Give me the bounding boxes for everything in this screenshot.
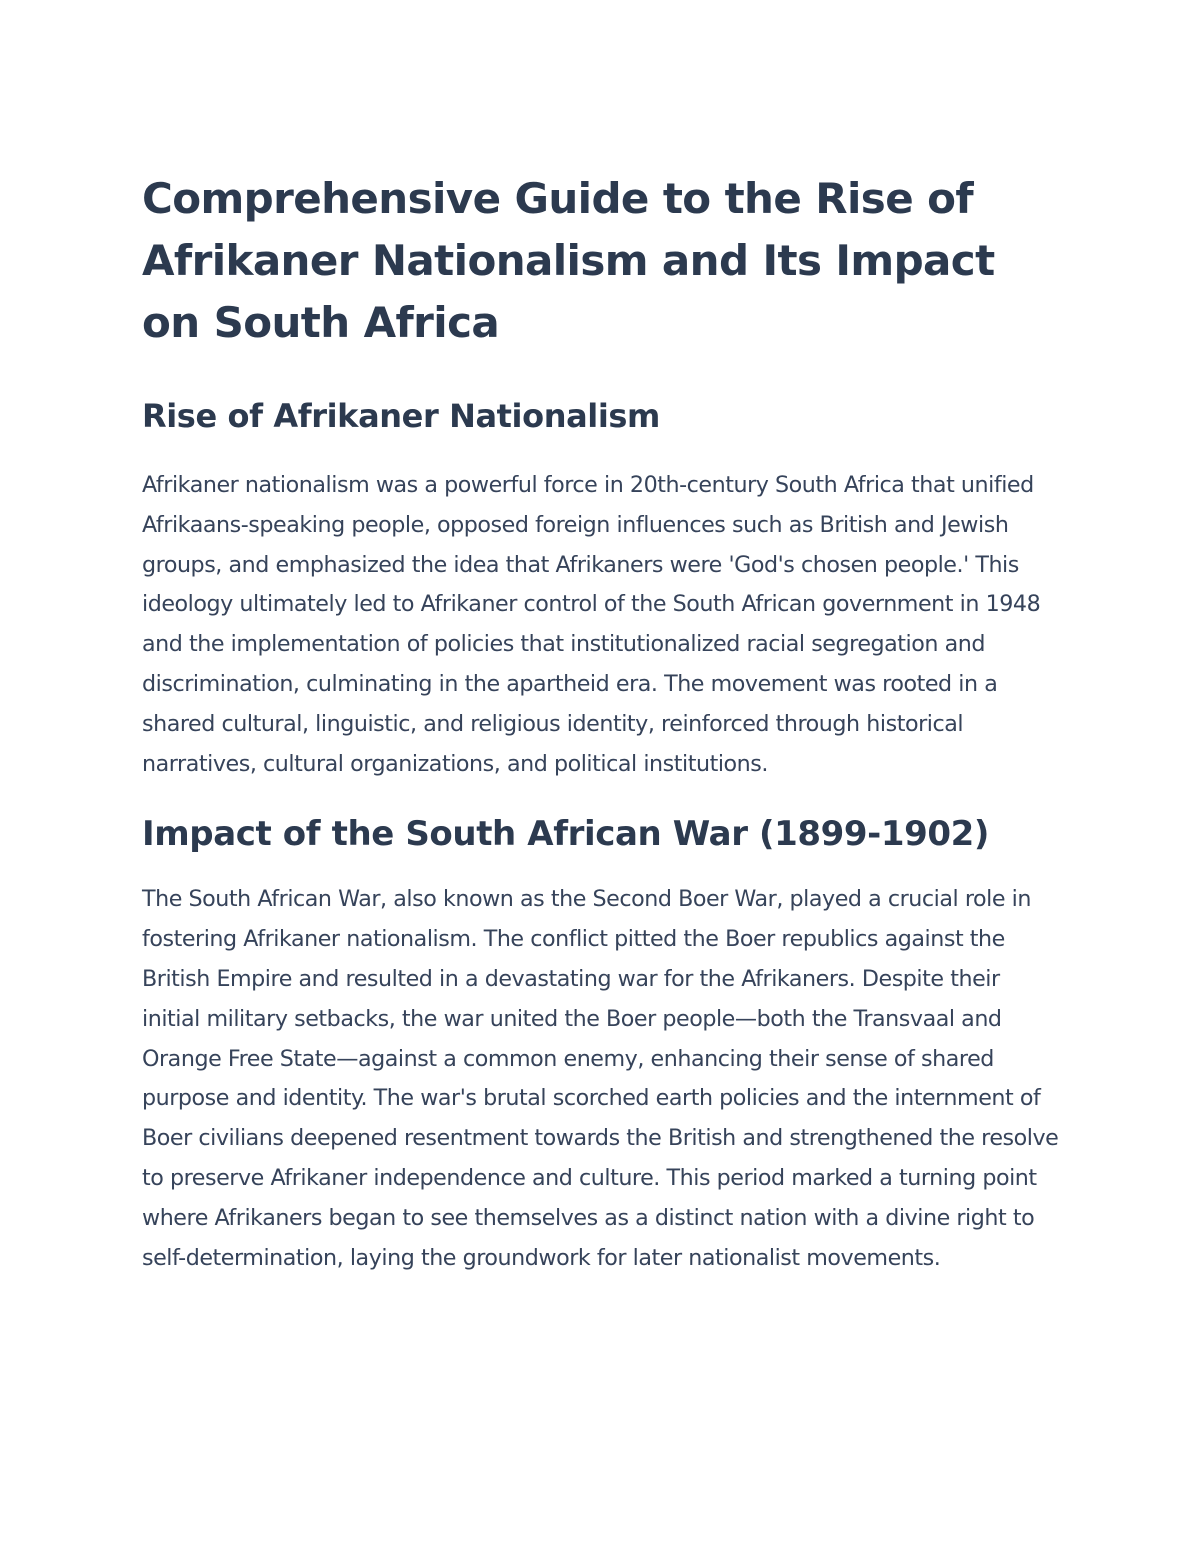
document-page <box>142 168 1062 1278</box>
section-body-rise-of-afrikaner-nationalism: Afrikaner nationalism was a powerful force in 20th-century South Africa that unified Afrikaans-speaking people, opposed foreign influences such as British and Jewish groups, and emphasized the idea that Afrikaners were 'God's chosen people.' This ideology ultimately led to Afrikaner control of the South African government in 1948 and the implementation of policies that institutionalized racial segregation and discrimination, culminating in the apartheid era. The movement was rooted in a shared cultural, linguistic, and religious identity, reinforced through historical narratives, cultural organizations, and political institutions. <box>142 472 1041 777</box>
section-heading-impact-of-south-african-war: Impact of the South African War (1899-1902) <box>142 814 990 855</box>
section-body-impact-of-south-african-war: The South African War, also known as the Second Boer War, played a crucial role in fostering Afrikaner nationalism. The conflict pitted the Boer republics against the British Empire and resulted in a devastating war for the Afrikaners. Despite their initial military setbacks, the war united the Boer people—both the Transvaal and Orange Free State—against a common enemy, enhancing their sense of shared purpose and identity. The war's brutal scorched earth policies and the internment of Boer civilians deepened resentment towards the British and strengthened the resolve to preserve Afrikaner independence and culture. This period marked a turning point where Afrikaners began to see themselves as a distinct nation with a divine right to self-determination, laying the groundwork for later nationalist movements. <box>142 886 1059 1271</box>
section-heading-rise-of-afrikaner-nationalism: Rise of Afrikaner Nationalism <box>142 397 660 435</box>
document-title: Comprehensive Guide to the Rise of Afrikaner Nationalism and Its Impact on South Africa <box>142 174 995 347</box>
